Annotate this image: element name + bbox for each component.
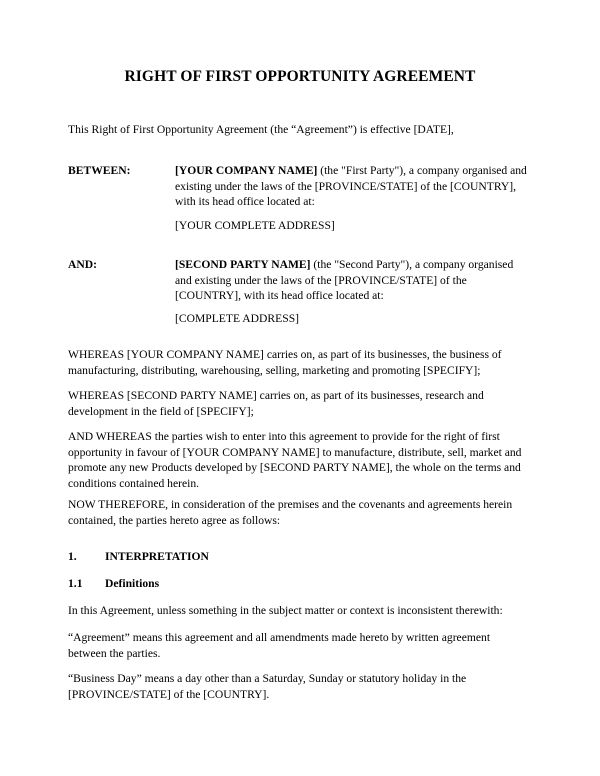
- subsection-number: 1.1: [68, 577, 83, 590]
- definition-paragraph: “Business Day” means a day other than a Saturday, Sunday or statutory holiday in the [PROVINCE/STATE] of the [COUNTRY].: [68, 672, 467, 701]
- second-party-name: [SECOND PARTY NAME]: [175, 258, 311, 271]
- subsection-heading: Definitions: [105, 577, 160, 590]
- first-party-text: (the "First Party"), a company organised and existing under the laws of the [PROVINCE/STATE] of the [COUNTRY], with its head office located at:: [175, 164, 527, 208]
- second-party-address: [COMPLETE ADDRESS]: [175, 312, 299, 325]
- and-label: AND:: [68, 258, 97, 271]
- intro-paragraph: This Right of First Opportunity Agreement (the “Agreement”) is effective [DATE],: [68, 123, 454, 136]
- between-label: BETWEEN:: [68, 164, 131, 177]
- recital-paragraph: WHEREAS [YOUR COMPANY NAME] carries on, as part of its businesses, the business of manufacturing, distributing, warehousing, selling, marketing and promoting [SPECIFY];: [68, 348, 502, 377]
- recital-paragraph: AND WHEREAS the parties wish to enter into this agreement to provide for the right of first opportunity in favour of [YOUR COMPANY NAME] to manufacture, distribute, sell, market and promote any new Products developed by [SECOND PARTY NAME], the whole on the terms and conditions contained herein.: [68, 430, 522, 490]
- definitions-intro: In this Agreement, unless something in the subject matter or context is inconsistent therewith:: [68, 604, 503, 617]
- second-party-text: (the "Second Party"), a company organised and existing under the laws of the [PROVINCE/STATE] of the [COUNTRY], with its head office located at:: [175, 258, 514, 302]
- recital-paragraph: NOW THEREFORE, in consideration of the premises and the covenants and agreements herein contained, the parties hereto agree as follows:: [68, 498, 513, 527]
- first-party-address: [YOUR COMPLETE ADDRESS]: [175, 219, 335, 232]
- document-title: RIGHT OF FIRST OPPORTUNITY AGREEMENT: [124, 68, 476, 85]
- recital-paragraph: WHEREAS [SECOND PARTY NAME] carries on, as part of its businesses, research and development in the field of [SPECIFY];: [68, 389, 484, 418]
- first-party-name: [YOUR COMPANY NAME]: [175, 164, 318, 177]
- section-heading: INTERPRETATION: [105, 550, 209, 563]
- first-party-description: [175, 163, 530, 210]
- section-number: 1.: [68, 550, 77, 563]
- second-party-description: [175, 257, 530, 304]
- definition-paragraph: “Agreement” means this agreement and all amendments made hereto by written agreement between the parties.: [68, 631, 491, 660]
